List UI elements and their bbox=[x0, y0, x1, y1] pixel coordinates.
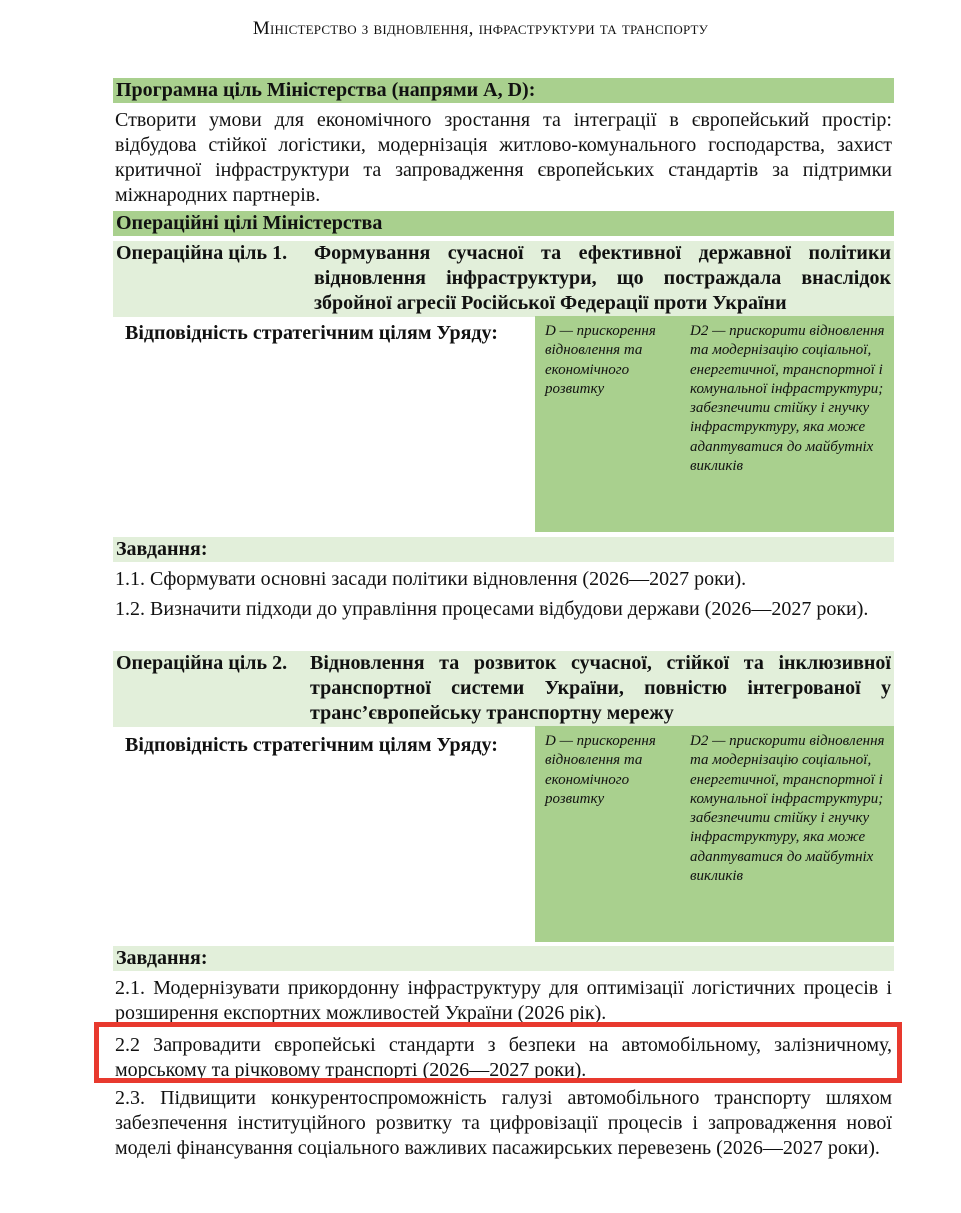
program-goal-text: Створити умови для економічного зростання та інтеграції в європейський простір: відбудова стійкої логістики, модернізація житлово-комунального господарства, захист критичної інфраструктури та запровадження європейських стандартів за підтримки міжнародних партнерів. bbox=[115, 109, 892, 206]
page-header bbox=[0, 18, 961, 40]
strategic-goals-box-1 bbox=[535, 316, 894, 532]
tasks-title-1: Завдання: bbox=[113, 537, 894, 562]
operational-goal-1 bbox=[113, 241, 894, 317]
operational-goal-2-label: Операційна ціль 2. bbox=[116, 652, 288, 674]
task-2-2: 2.2 Запровадити європейські стандарти з безпеки на автомобільному, залізничному, морському та річковому транспорті (2026—2027 роки). bbox=[115, 1034, 892, 1081]
strategic-goal-d-2: D — прискорення відновлення та економічного розвитку bbox=[545, 733, 656, 807]
strategic-goals-box-2 bbox=[535, 726, 894, 942]
operational-goal-2 bbox=[113, 651, 894, 727]
ministry-title: Міністерство з відновлення, інфраструктури та транспорту bbox=[252, 18, 709, 39]
task-2-3: 2.3. Підвищити конкурентоспроможність галузі автомобільного транспорту шляхом забезпечення інституційного розвитку та цифровізації процесів і запровадження нової моделі фінансування соціального важливих пасажирських перевезень (2026—2027 роки). bbox=[115, 1087, 892, 1159]
task-1-1: 1.1. Сформувати основні засади політики відновлення (2026—2027 роки). bbox=[115, 568, 747, 590]
highlight-frame bbox=[94, 1022, 902, 1083]
strategic-goal-d2-2: D2 — прискорити відновлення та модернізацію соціальної, енергетичної, транспортної і комунальної інфраструктури; забезпечити стійку і гнучку інфраструктуру, яка може адаптуватися до майбутніх викликів bbox=[690, 733, 885, 885]
correspondence-label-2: Відповідність стратегічним цілям Уряду: bbox=[125, 734, 498, 756]
operational-goal-2-text: Відновлення та розвиток сучасної, стійкої та інклюзивної транспортної системи України, повністю інтегрованої у транс’європейську транспортну мережу bbox=[310, 652, 891, 724]
correspondence-label-1: Відповідність стратегічним цілям Уряду: bbox=[125, 322, 498, 344]
operational-goal-1-label: Операційна ціль 1. bbox=[116, 242, 288, 264]
task-2-1: 2.1. Модернізувати прикордонну інфраструктуру для оптимізації логістичних процесів і розширення експортних можливостей України (2026 рік). bbox=[115, 977, 892, 1024]
strategic-goal-d-1: D — прискорення відновлення та економічного розвитку bbox=[545, 323, 656, 397]
operational-goal-1-text: Формування сучасної та ефективної державної політики відновлення інфраструктури, що постраждала внаслідок збройної агресії Російської Федерації проти України bbox=[314, 242, 891, 314]
program-goal-title: Програмна ціль Міністерства (напрями А, D): bbox=[113, 78, 894, 103]
strategic-goal-d2-1: D2 — прискорити відновлення та модернізацію соціальної, енергетичної, транспортної і комунальної інфраструктури; забезпечити стійку і гнучку інфраструктуру, яка може адаптуватися до майбутніх викликів bbox=[690, 323, 885, 475]
task-1-2: 1.2. Визначити підходи до управління процесами відбудови держави (2026—2027 роки). bbox=[115, 598, 869, 620]
tasks-title-2: Завдання: bbox=[113, 946, 894, 971]
operational-goals-title: Операційні цілі Міністерства bbox=[113, 211, 894, 236]
